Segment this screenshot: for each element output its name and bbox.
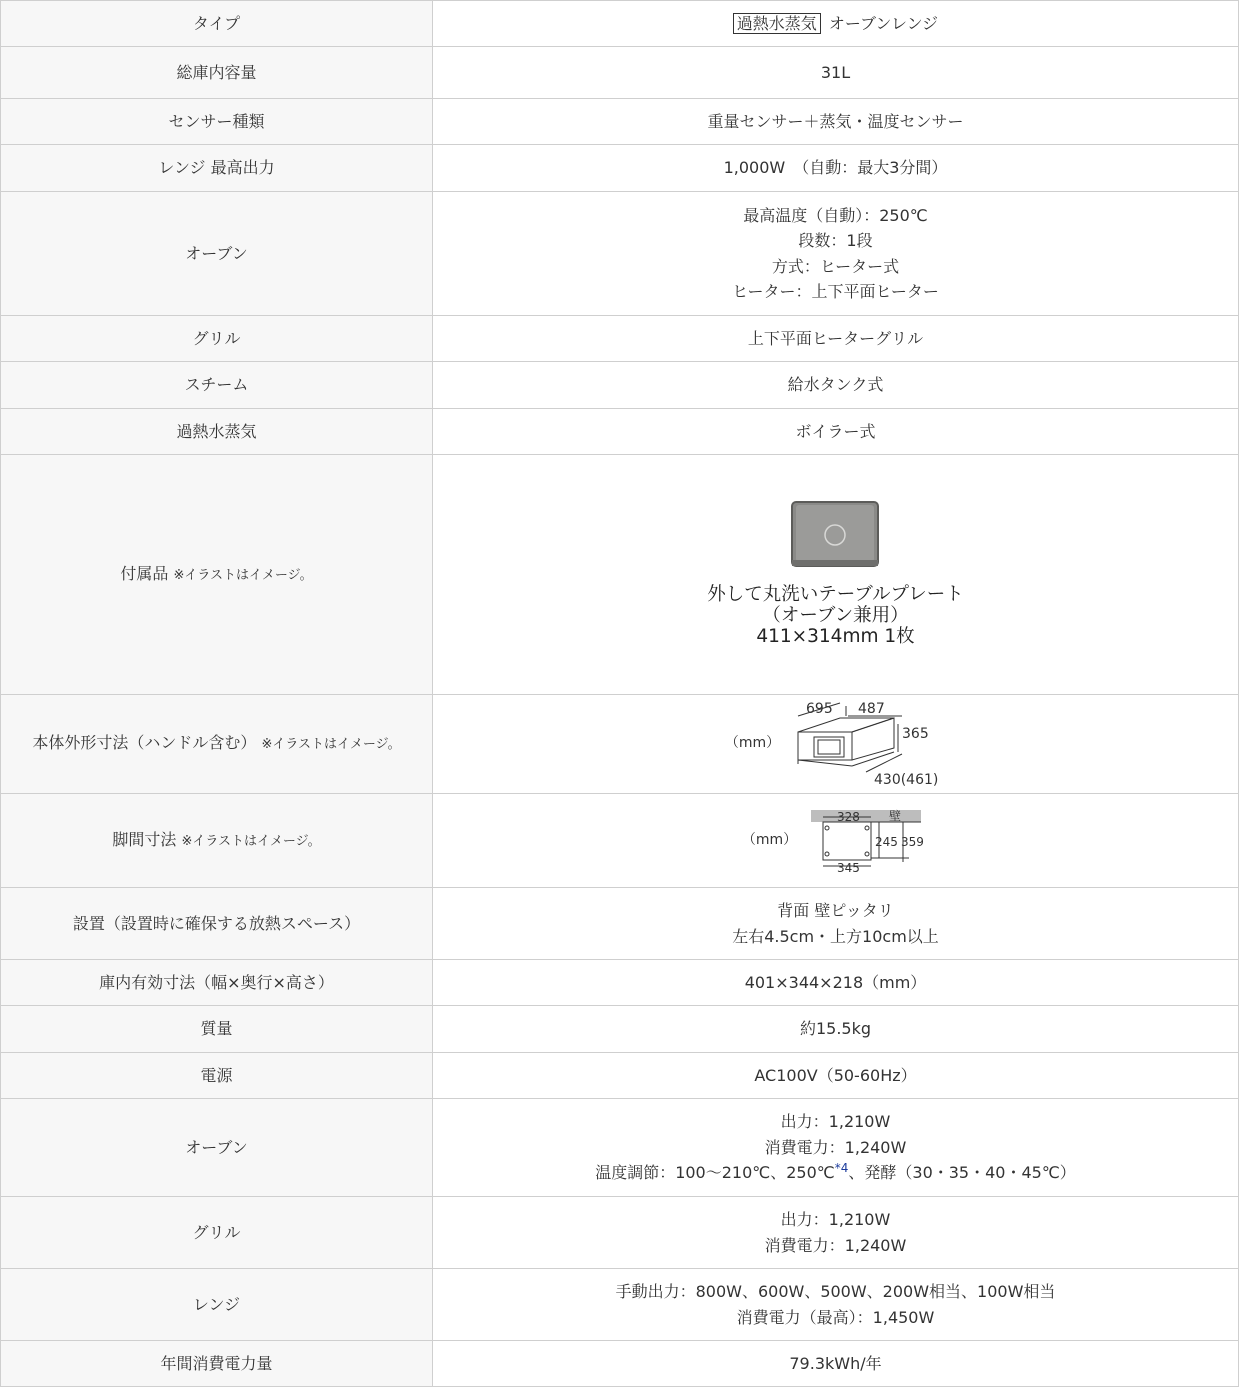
dim-bottom: 345 xyxy=(837,860,861,874)
dim-top: 328 xyxy=(837,809,861,824)
spec-label: グリル xyxy=(1,1197,433,1269)
spec-line: 背面 壁ピッタリ xyxy=(777,901,894,920)
spec-value xyxy=(433,695,1239,794)
temperature-text: 温度調節：100～210℃、250℃ xyxy=(595,1163,835,1183)
spec-value: 上下平面ヒーターグリル xyxy=(433,316,1239,362)
spec-label: 質量 xyxy=(1,1006,433,1053)
spec-label: 庫内有効寸法（幅×奥行×高さ） xyxy=(1,960,433,1006)
spec-value xyxy=(433,1269,1239,1341)
spec-line: 消費電力（最高）：1,450W xyxy=(736,1307,935,1327)
spec-row-weight xyxy=(1,1006,1239,1053)
unit-mm: （mm） xyxy=(724,735,781,752)
spec-row-oven-power xyxy=(1,1099,1239,1197)
spec-label: グリル xyxy=(1,316,433,362)
spec-line: 方式：ヒーター式 xyxy=(771,256,900,276)
dim-width: 487 xyxy=(858,702,885,717)
spec-label xyxy=(1,695,433,794)
outer-dimension-diagram xyxy=(725,702,946,786)
fermentation-text: 、発酵（30・35・40・45℃） xyxy=(848,1163,1076,1183)
spec-label: 設置（設置時に確保する放熱スペース） xyxy=(1,888,433,960)
spec-label: タイプ xyxy=(1,1,433,47)
leg-dimensions-label: 脚間寸法 xyxy=(112,829,177,849)
spec-line: 段数：1段 xyxy=(798,231,873,250)
spec-value xyxy=(433,794,1239,888)
spec-row-capacity xyxy=(1,47,1239,99)
temperature-line xyxy=(439,1160,1232,1186)
dim-depth: 695 xyxy=(806,702,833,717)
spec-value xyxy=(433,888,1239,960)
dim-outer: 359 xyxy=(901,834,925,849)
spec-label: 総庫内容量 xyxy=(1,47,433,99)
illustration-note: ※イラストはイメージ。 xyxy=(173,567,313,583)
spec-value: 重量センサー＋蒸気・温度センサー xyxy=(433,99,1239,145)
spec-value: ボイラー式 xyxy=(433,409,1239,455)
spec-value: 79.3kWh/年 xyxy=(433,1341,1239,1387)
spec-row-type xyxy=(1,1,1239,47)
spec-label xyxy=(1,794,433,888)
spec-row-range-max-output xyxy=(1,145,1239,192)
dim-bottom: 430(461) xyxy=(874,772,939,786)
spec-row-accessory xyxy=(1,455,1239,695)
spec-value: 約15.5kg xyxy=(433,1006,1239,1053)
spec-row-power-source xyxy=(1,1053,1239,1099)
spec-row-outer-dimensions xyxy=(1,695,1239,794)
caption-line: 411×314mm 1枚 xyxy=(756,625,915,647)
spec-value: AC100V（50-60Hz） xyxy=(433,1053,1239,1099)
illustration-note: ※イラストはイメージ。 xyxy=(261,737,401,753)
table-plate-figure xyxy=(707,500,964,647)
spec-label: 過熱水蒸気 xyxy=(1,409,433,455)
spec-row-installation xyxy=(1,888,1239,960)
microwave-outline-icon xyxy=(786,702,946,786)
leg-dimension-diagram xyxy=(742,808,929,874)
spec-line: ヒーター：上下平面ヒーター xyxy=(732,282,939,301)
leg-layout-icon xyxy=(803,808,929,874)
spec-line: 出力：1,210W xyxy=(780,1112,891,1132)
wall-label: 壁 xyxy=(889,808,902,823)
spec-value: 給水タンク式 xyxy=(433,362,1239,409)
superheated-steam-tag: 過熱水蒸気 xyxy=(733,13,821,34)
spec-label: オーブン xyxy=(1,192,433,316)
spec-value: 1,000W （自動：最大3分間） xyxy=(433,145,1239,192)
spec-label xyxy=(1,455,433,695)
spec-label: オーブン xyxy=(1,1099,433,1197)
dim-height: 365 xyxy=(902,726,929,742)
spec-row-sensor xyxy=(1,99,1239,145)
spec-value xyxy=(433,1197,1239,1269)
spec-label: 電源 xyxy=(1,1053,433,1099)
type-value: オーブンレンジ xyxy=(828,13,939,33)
spec-value xyxy=(433,1099,1239,1197)
accessory-caption xyxy=(707,584,964,647)
spec-row-oven xyxy=(1,192,1239,316)
unit-mm: （mm） xyxy=(741,831,798,848)
illustration-note: ※イラストはイメージ。 xyxy=(181,833,321,849)
accessory-label: 付属品 xyxy=(120,563,169,583)
spec-row-grill-power xyxy=(1,1197,1239,1269)
spec-label: 年間消費電力量 xyxy=(1,1341,433,1387)
spec-value xyxy=(433,192,1239,316)
caption-line: 外して丸洗いテーブルプレート xyxy=(707,583,964,605)
spec-value xyxy=(433,1,1239,47)
spec-line: 手動出力：800W、600W、500W、200W相当、100W相当 xyxy=(615,1282,1056,1301)
outer-dimensions-label: 本体外形寸法（ハンドル含む） xyxy=(32,733,257,753)
spec-line: 消費電力：1,240W xyxy=(764,1137,907,1157)
spec-row-steam xyxy=(1,362,1239,409)
spec-label: レンジ 最高出力 xyxy=(1,145,433,192)
spec-value: 31L xyxy=(433,47,1239,99)
caption-line: （オーブン兼用） xyxy=(762,604,909,626)
spec-line: 消費電力：1,240W xyxy=(764,1235,907,1255)
spec-line: 左右4.5cm・上方10cm以上 xyxy=(732,926,939,946)
spec-value xyxy=(433,455,1239,695)
spec-row-annual-consumption xyxy=(1,1341,1239,1387)
spec-row-superheated-steam xyxy=(1,409,1239,455)
table-plate-icon xyxy=(790,500,880,570)
spec-value: 401×344×218（mm） xyxy=(433,960,1239,1006)
spec-label: スチーム xyxy=(1,362,433,409)
spec-line: 最高温度（自動）：250℃ xyxy=(743,205,928,225)
spec-row-grill xyxy=(1,316,1239,362)
spec-row-leg-dimensions xyxy=(1,794,1239,888)
spec-row-inner-dimensions xyxy=(1,960,1239,1006)
footnote-ref-4[interactable]: *4 xyxy=(834,1161,849,1176)
dim-inner: 245 xyxy=(875,834,899,849)
spec-label: レンジ xyxy=(1,1269,433,1341)
spec-line: 出力：1,210W xyxy=(780,1210,891,1229)
spec-row-range-power xyxy=(1,1269,1239,1341)
spec-label: センサー種類 xyxy=(1,99,433,145)
